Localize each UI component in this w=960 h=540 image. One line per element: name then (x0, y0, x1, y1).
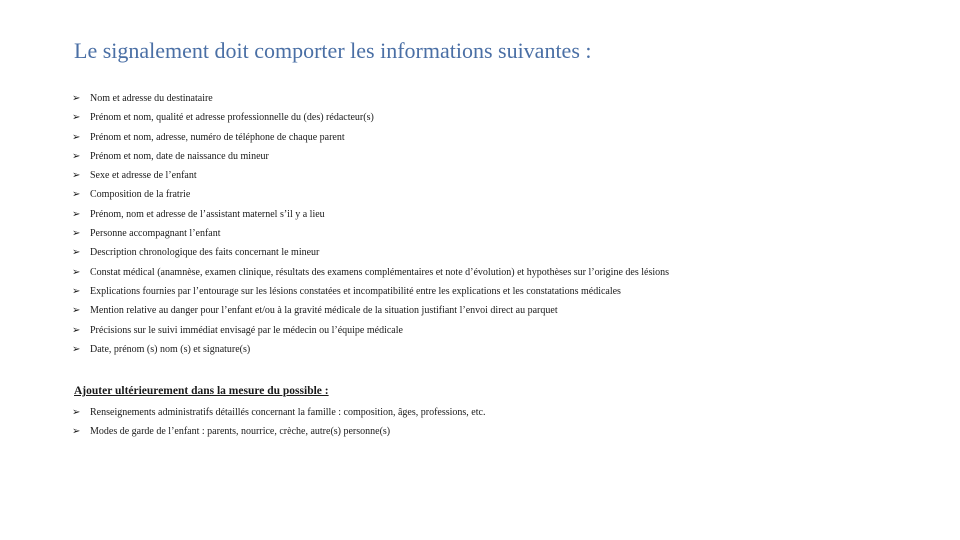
list-item-text: Mention relative au danger pour l’enfant et/ou à la gravité médicale de la situation justifiant l’envoi direct au parquet (90, 305, 558, 317)
list-item (72, 340, 669, 359)
list-item-text: Renseignements administratifs détaillés concernant la famille : composition, âges, professions, etc. (90, 407, 486, 418)
list-item (72, 147, 669, 166)
list-item-text: Date, prénom (s) nom (s) et signature(s) (90, 343, 251, 355)
list-item-text: Sexe et adresse de l’enfant (90, 170, 197, 182)
arrow-bullet-icon: ➢ (72, 228, 81, 240)
required-info-list (72, 89, 669, 359)
arrow-bullet-icon: ➢ (72, 247, 81, 259)
list-item (72, 205, 669, 224)
list-item (72, 282, 669, 301)
list-item (72, 422, 485, 441)
arrow-bullet-icon: ➢ (72, 208, 81, 220)
list-item (72, 89, 669, 108)
arrow-bullet-icon: ➢ (72, 131, 81, 143)
arrow-bullet-icon: ➢ (72, 170, 81, 182)
arrow-bullet-icon: ➢ (72, 343, 81, 355)
arrow-bullet-icon: ➢ (72, 324, 81, 336)
subheading: Ajouter ultérieurement dans la mesure du possible : (74, 385, 329, 397)
list-item (72, 108, 669, 127)
arrow-bullet-icon: ➢ (72, 305, 81, 317)
list-item (72, 243, 669, 262)
list-item-text: Explications fournies par l’entourage sur les lésions constatées et incompatibilité entre les explications et les constatations médicales (90, 285, 621, 297)
list-item-text: Prénom, nom et adresse de l’assistant maternel s’il y a lieu (90, 208, 325, 220)
list-item-text: Précisions sur le suivi immédiat envisagé par le médecin ou l’équipe médicale (90, 324, 403, 336)
list-item (72, 403, 485, 422)
list-item-text: Composition de la fratrie (90, 189, 191, 201)
list-item (72, 321, 669, 340)
list-item (72, 301, 669, 320)
list-item-text: Personne accompagnant l’enfant (90, 228, 221, 240)
list-item (72, 224, 669, 243)
list-item-text: Nom et adresse du destinataire (90, 93, 213, 104)
arrow-bullet-icon: ➢ (72, 189, 81, 201)
list-item-text: Description chronologique des faits concernant le mineur (90, 247, 320, 259)
arrow-bullet-icon: ➢ (72, 266, 81, 278)
list-item (72, 166, 669, 185)
list-item-text: Modes de garde de l’enfant : parents, nourrice, crèche, autre(s) personne(s) (90, 426, 391, 438)
list-item-text: Prénom et nom, adresse, numéro de téléphone de chaque parent (90, 131, 345, 143)
arrow-bullet-icon: ➢ (72, 93, 81, 104)
list-item-text: Constat médical (anamnèse, examen clinique, résultats des examens complémentaires et note d’évolution) et hypothèses sur l’origine des lésions (90, 266, 669, 278)
optional-info-list (72, 403, 485, 442)
arrow-bullet-icon: ➢ (72, 285, 81, 297)
slide-title: Le signalement doit comporter les informations suivantes : (74, 38, 592, 63)
list-item (72, 128, 669, 147)
arrow-bullet-icon: ➢ (72, 426, 81, 438)
arrow-bullet-icon: ➢ (72, 150, 81, 162)
list-item-text: Prénom et nom, date de naissance du mineur (90, 150, 269, 162)
arrow-bullet-icon: ➢ (72, 407, 81, 418)
arrow-bullet-icon: ➢ (72, 112, 81, 124)
list-item (72, 263, 669, 282)
list-item (72, 185, 669, 204)
list-item-text: Prénom et nom, qualité et adresse professionnelle du (des) rédacteur(s) (90, 112, 374, 124)
